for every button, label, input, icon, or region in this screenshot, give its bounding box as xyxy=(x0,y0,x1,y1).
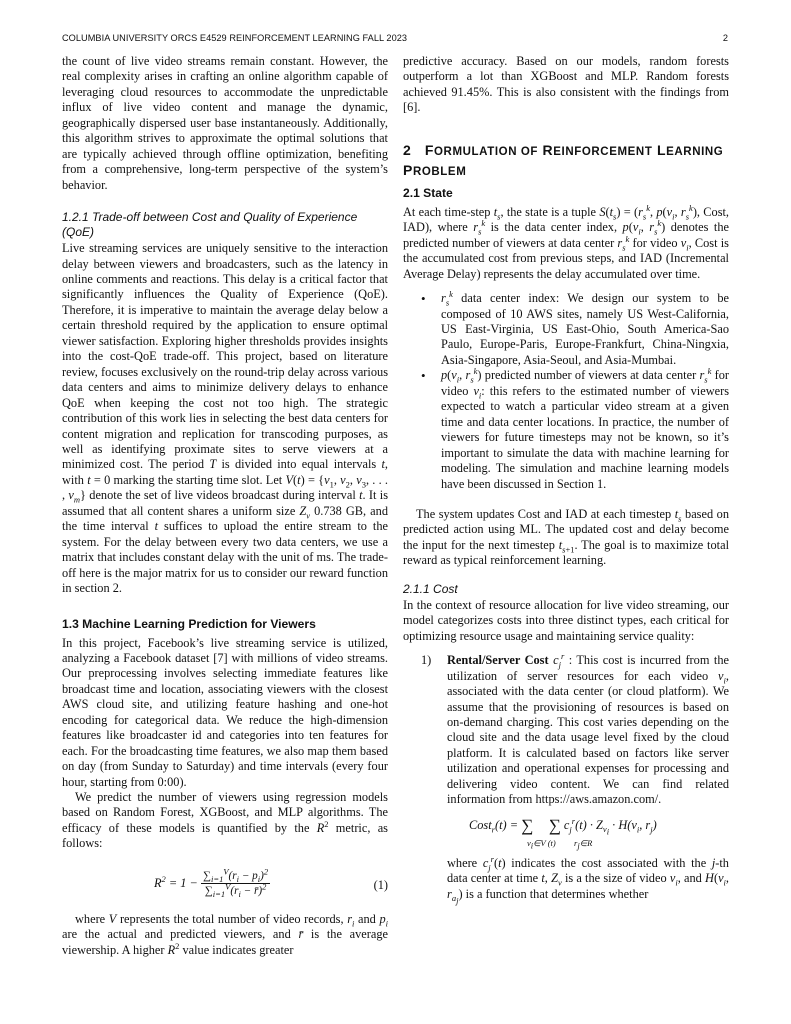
list-item: 1) Rental/Server Cost $c_j^r$ : This cost is incurred from the utilization of server resources for each video $v_i$, associated with the data center (or cloud platform). We assume that the provisioning of resources is based on on-demand charging. This cost varies depending on the cloud site and the data usage level fixed by the cloud platform. It is calculated based on factors like server utilization and operational expenses for processing and delivering video content. We can find related information from https://aws.amazon.com/. Cost$_r$(t) = ∑ ∑ $c_j^r(t) \cdot Z_{v_i} \cdot H(v_i$, $r_j$) $v_i\in V$ (t) $r_j\in R$ where $c_j^r(t)$ indicates the cost associated with the j-th data center at time t, $Z_v$ is a the size of video $v_i$, and $H(v_i$, $r_{a_j}$) is a function that determines whether xyxy=(421,651,730,906)
paragraph-equation-explanation: where V represents the total number of video records, $r_i$ and $p_i$ are the actual and predicted viewers, and r̄ is the average viewership. A higher $R^2$ value indicates greater xyxy=(62,911,388,957)
paragraph-regression: We predict the number of viewers using regression models based on Random Forest, XGBoost, and MLP algorithms. The efficacy of these models is quantified by the $R^2$ metric, as follows: xyxy=(62,790,388,851)
paragraph-update: The system updates Cost and IAD at each timestep $t_s$ based on predicted action using ML. The updated cost and delay become the input for the next timestep $t_{s+1}$. The goal is to maximize total reward as typical reinforcement learning. xyxy=(403,506,729,568)
equation-cost: Cost$_r$(t) = ∑ ∑ $c_j^r(t) \cdot Z_{v_i} \cdot H(v_i$, $r_j$) $v_i\in V$ (t) $r_j\in R$ xyxy=(469,815,657,851)
cost-enumeration xyxy=(403,651,730,906)
section-heading: 2 FORMULATION OF REINFORCEMENT LEARNING PROBLEM xyxy=(403,141,724,179)
enum-title: Rental/Server Cost xyxy=(447,653,549,668)
paragraph: predictive accuracy. Based on our models, random forests outperform a lot than XGBoost and MLP. Random forests achieved 91.45%. This is also consistent with the findings from [6]. xyxy=(403,54,729,115)
paragraph: the count of live video streams remain constant. However, the real complexity arises in crafting an online algorithm capable of leveraging cloud resources to accommodate the unpredictable influx of live video content and manage the dynamic, geographically dispersed user base instantaneously. Additionally, this algorithm strives to approximate the optimal solutions that are typically achieved through offline optimization, benefiting from a comprehensive, long-term perspective of the system’s behavior. xyxy=(62,54,388,192)
equation-r2: $R^2 = 1$ − $\frac{\sum_{i=1}^V(r_i - p_i)^2}{\sum_{i=1}^V(r_i - r̄)^2}$ (1) xyxy=(154,866,388,900)
subsection-heading-state: 2.1 State xyxy=(403,185,453,200)
left-column xyxy=(62,54,388,958)
state-bullet-list xyxy=(403,288,730,492)
equation-number: (1) xyxy=(373,877,388,892)
right-column xyxy=(403,54,730,906)
enum-label: 1) xyxy=(421,653,432,668)
paragraph-qoe: Live streaming services are uniquely sensitive to the interaction delay between viewers and broadcasters, such as the latency in online comments and reactions. This delay is a critical factor that significantly influences the Quality of Experience (QoE). Therefore, it is imperative to maintain the average delay below a certain threshold required by the application to ensure optimal viewer satisfaction. Exploring higher thresholds provides insights into the cost-QoE trade-off. This project, based on literature review, focuses exclusively on the round-trip delay across various data centers and aims to minimize delivery delays to enhance QoE when keeping the cost not too high. The strategic contribution of this work lies in selecting the best data centers for content migration and replication for transcoding purposes, as well as identifying proximate sites to serve viewers at a minimized cost. The period T is divided into equal intervals t, with t = 0 marking the starting time slot. Let $V(t) = \{v_1$, $v_2$, $v_3$, . . . , $v_m$} denote the set of live videos broadcast during interval t. It is assumed that all content shares a uniform size $Z_v$ 0.738 GB, and the time interval t suffices to upload the entire stream to the system. For the delay between every two data centers, we use a matrix that includes constant delay with the unit of ms. The trade-off here is the major matrix for us to consider our reward function in section 2. xyxy=(62,241,389,596)
page-number: 2 xyxy=(722,33,728,43)
subsection-heading: 1.3 Machine Learning Prediction for Viewers xyxy=(62,616,316,631)
running-header: COLUMBIA UNIVERSITY ORCS E4529 REINFORCEMENT LEARNING FALL 2023 xyxy=(62,33,408,43)
subsubsection-heading: 1.2.1 Trade-off between Cost and Quality of Experience (QoE) xyxy=(62,210,358,240)
list-item: • $r_s^k$ data center index: We design our system to be composed of 10 AWS sites, namely US West-California, US East-Virginia, US East-Ohio, South America-Sao Paulo, Europe-Paris, Europe-Frankfurt, China-Ningxia, Asia-Singapore, Asia-Seoul, and Asia-Mumbai. xyxy=(441,291,729,368)
subsubsection-heading-cost: 2.1.1 Cost xyxy=(403,581,458,596)
paragraph: In the context of resource allocation for live video streaming, our model categorizes costs into three distinct types, each critical for optimizing resource usage and maintaining service quality: xyxy=(403,597,729,643)
list-item: • $p(v_i$, $r_s^k$) predicted number of viewers at data center $r_s^k$ for video $v_i$: this refers to the estimated number of viewers expected to watch a particular video stream at a given time and data center locations. In practice, the number of viewers for future timesteps may not be known, so it’s important to simulate the data with machine learning for modeling. The simulation and machine learning models have been discussed in Section 1. xyxy=(441,368,729,492)
paragraph-state: At each time-step $t_s$, the state is a tuple $S(t_s) = (r_s^k$, $p(v_i$, $r_s^k$), Cost, IAD), where $r_s^k$ is the data center index, $p(v_i$, $r_s^k$) denotes the predicted number of viewers at data center $r_s^k$ for video $v_i$, Cost is the accumulated cost from previous steps, and IAD (Incremental Average Delay) represents the delay accumulated over time. xyxy=(403,202,730,281)
paragraph: In this project, Facebook’s live streaming service is utilized, analyzing a Facebook dataset [7] with millions of video streams. Our preprocessing involves selecting immediate features like broadcast time and location, associating viewers with the closest AWS cloud site, and utilizing feature hashing and one-hot encoding for categorical data. We reduce the high-dimension features like broadcaster id and categories into ten features for each. For the broadcasting time features, we also map them based on day (from Sunday to Saturday) and time intervals (every four hour, starting from 0:00). xyxy=(62,635,388,789)
